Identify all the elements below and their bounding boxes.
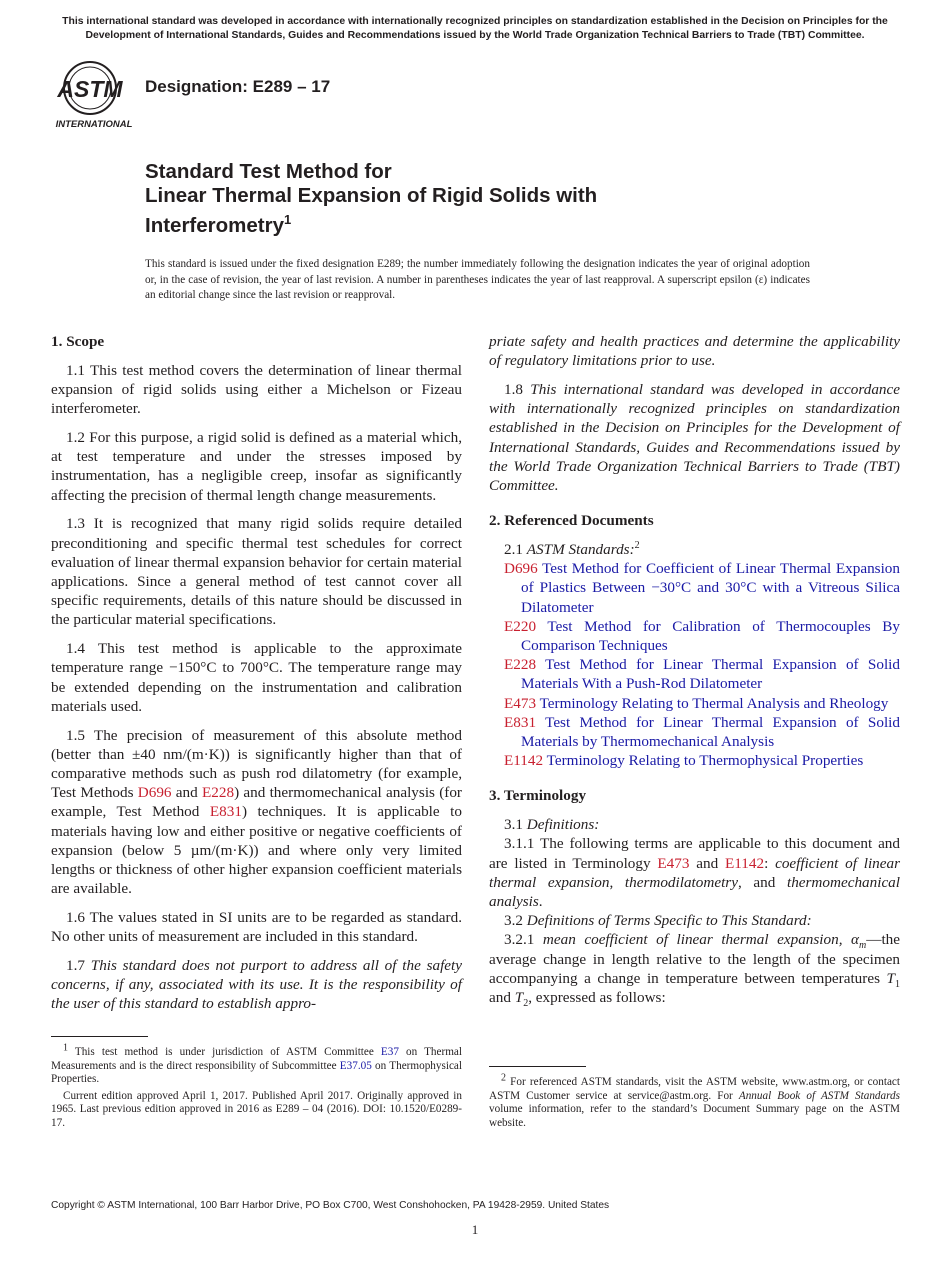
- para-3-1-1-and-text: , and: [737, 873, 787, 891]
- para-3-2-1-text-a: —the average change in length relative to the length of the specimen accompanying a change in temperature between temperatures: [489, 931, 900, 987]
- para-1-7-continued-text: priate safety and health practices and determine the applicability of regulatory limitations prior to use.: [489, 333, 900, 370]
- term-mean-coefficient: mean coefficient of linear thermal expansion, α: [542, 931, 860, 949]
- para-1-8-text: This international standard was developed in accordance with internationally recognized principles on standardization established in the Decision on Principles for the Development of International Standards, Guides and Recommendations issued by the World Trade Organization Technical Barriers to Trade (TBT) Committee.: [489, 381, 901, 495]
- section-heading-referenced: 2. Referenced Documents: [489, 512, 654, 530]
- para-1-5-and: and: [171, 784, 202, 802]
- footnotes-right: [489, 1072, 900, 1133]
- para-3-2-1-and: and: [489, 989, 515, 1007]
- para-1-7-num: 1.7: [66, 957, 91, 975]
- ref-code[interactable]: D696: [504, 560, 538, 578]
- footnote-rule-right: [489, 1066, 586, 1067]
- logo-subtext: INTERNATIONAL: [55, 119, 133, 130]
- ref-code[interactable]: E831: [504, 713, 537, 731]
- footnote-1-marker: 1: [63, 1042, 68, 1054]
- ref-title[interactable]: Test Method for Linear Thermal Expansion of Solid Materials With a Push-Rod Dilatometer: [521, 656, 900, 693]
- para-3-1-1-text-a: 3.1.1 The following terms are applicable to this document and are listed in Terminology: [489, 835, 900, 872]
- para-1-7: [51, 956, 462, 1014]
- ref-item-e831[interactable]: [489, 713, 900, 751]
- para-3-2-num: 3.2: [504, 912, 527, 930]
- footnote-2-annual-book: Annual Book of ASTM Standards: [738, 1089, 900, 1102]
- top-notice: [40, 15, 910, 43]
- para-1-8: [489, 380, 900, 495]
- term-thermomechanical: thermomechanical analysis: [489, 873, 900, 911]
- ref-link-e1142[interactable]: E1142: [724, 854, 765, 872]
- astm-logo-icon: [52, 56, 136, 134]
- copyright-notice: Copyright © ASTM International, 100 Barr Harbor Drive, PO Box C700, West Conshohocken, PA 19428-2959. United States: [51, 1200, 610, 1211]
- document-title: [145, 160, 765, 238]
- para-1-5-text-a: 1.5 The precision of measurement of this absolute method (better than ±40 nm/(m·K)) is significantly higher than that of comparative methods such as push rod dilatometry (for example, Test Methods: [51, 726, 462, 802]
- para-3-2-title: Definitions of Terms Specific to This Standard:: [526, 912, 812, 930]
- para-1-7-continued: [489, 332, 900, 370]
- notice-line-2: Development of International Standards, Guides and Recommendations issued by the World Trade Organization Technical Barriers to Trade (TBT) Committee.: [85, 30, 865, 41]
- footnote-1-text-b: on Thermal Measurements and is the direct responsibility of Subcommittee: [51, 1046, 462, 1072]
- ref-link-e228[interactable]: E228: [202, 784, 235, 802]
- ref-title[interactable]: Terminology Relating to Thermophysical Properties: [543, 752, 864, 770]
- ref-code[interactable]: E228: [504, 656, 537, 674]
- notice-line-1: This international standard was developed in accordance with internationally recognized principles on standardization established in the Decision on Principles for the: [62, 16, 888, 27]
- footnote-2-ref[interactable]: 2: [634, 539, 640, 551]
- subcommittee-link-e3705[interactable]: E37.05: [339, 1059, 372, 1072]
- footnote-1-text-a: This test method is under jurisdiction of ASTM Committee: [68, 1046, 381, 1058]
- para-1-8-num: 1.8: [504, 381, 531, 398]
- ref-title[interactable]: Test Method for Calibration of Thermocouples By Comparison Techniques: [521, 617, 900, 655]
- subscript-2: 2: [523, 998, 529, 1010]
- para-3-1-num: 3.1: [504, 816, 527, 834]
- section-heading-terminology: 3. Terminology: [489, 787, 587, 805]
- para-3-1-1-colon: :: [764, 854, 776, 872]
- para-3-1: [489, 815, 900, 834]
- ref-code[interactable]: E220: [504, 617, 537, 635]
- para-3-1-1-and: and: [689, 854, 725, 872]
- footnote-1-text-c: on Thermophysical Properties.: [51, 1059, 462, 1086]
- term-coefficient: coefficient of linear thermal expansion: [489, 854, 900, 891]
- para-1-1: 1.1 This test method covers the determination of linear thermal expansion of rigid solids using either a Michelson or Fizeau interferometer.: [51, 361, 462, 418]
- left-column: [51, 332, 462, 1014]
- para-3-1-1: [489, 834, 900, 911]
- astm-logo: [52, 56, 136, 134]
- ref-title[interactable]: Terminology Relating to Thermal Analysis and Rheology: [536, 694, 889, 712]
- para-1-7-text: This standard does not purport to address all of the safety concerns, if any, associated with its use. It is the responsibility of the user of this standard to establish appro-: [51, 957, 462, 1013]
- para-3-1-1-end: .: [538, 893, 543, 911]
- title-footnote-ref[interactable]: 1: [284, 212, 292, 227]
- para-3-2: [489, 911, 900, 930]
- ref-link-d696[interactable]: D696: [137, 784, 172, 802]
- ref-item-d696[interactable]: [489, 559, 900, 617]
- subscript-1: 1: [895, 978, 900, 990]
- para-1-3: 1.3 It is recognized that many rigid solids require detailed preconditioning and specific thermal test schedules for correct evaluation of linear thermal expansion behavior for certain material applications. Since a general method of test cannot cover all specific requirements, details of this nature should be discussed in the particular material specifications.: [51, 515, 462, 629]
- ref-title[interactable]: Test Method for Linear Thermal Expansion of Solid Materials by Thermomechanical Analysis: [521, 713, 900, 751]
- para-3-1-title: Definitions:: [526, 816, 600, 834]
- title-line-2: Linear Thermal Expansion of Rigid Solids with: [145, 184, 598, 207]
- ref-item-e228[interactable]: [489, 655, 900, 693]
- para-3-2-1-num: 3.2.1: [504, 931, 543, 949]
- para-1-4: 1.4 This test method is applicable to the approximate temperature range −150°C to 700°C. The temperature range may be extended depending on the instrumentation and calibration materials used.: [51, 640, 462, 715]
- ref-item-e473[interactable]: [489, 694, 900, 713]
- para-2-1: [489, 540, 900, 559]
- para-1-6: 1.6 The values stated in SI units are to be regarded as standard. No other units of measurement are included in this standard.: [51, 909, 462, 946]
- logo-text: ASTM: [57, 76, 123, 102]
- symbol-t2: T: [514, 989, 524, 1007]
- footnote-2-text-b: volume information, refer to the standard’s Document Summary page on the ASTM website.: [489, 1103, 900, 1129]
- footnotes-left: [51, 1042, 462, 1134]
- ref-item-e220[interactable]: [489, 617, 900, 655]
- para-2-1-title: ASTM Standards:: [526, 541, 635, 559]
- para-1-5-text-c: ) techniques. It is applicable to materials having low and either positive or negative coefficients of expansion (below 5 µm/(m·K)) and where only very limited lengths or thickness of other higher expansion coefficient materials are available.: [51, 803, 462, 898]
- para-1-5: [51, 726, 462, 899]
- symbol-t1: T: [886, 969, 895, 987]
- alpha-subscript: m: [859, 940, 867, 952]
- para-1-2: 1.2 For this purpose, a rigid solid is defined as a material which, at test temperature and under the stresses imposed by instrumentation, has a negligible creep, insofar as significantly affecting the precision of thermal length change measurements.: [51, 429, 462, 504]
- ref-code[interactable]: E1142: [504, 752, 544, 770]
- para-3-2-1-text-c: , expressed as follows:: [528, 989, 666, 1007]
- issued-note: This standard is issued under the fixed designation E289; the number immediately following the designation indicates the year of original adoption or, in the case of revision, the year of last revision. A number in parentheses indicates the year of last reapproval. A superscript epsilon (ε) indicates an editorial change since the last revision or reapproval.: [145, 258, 810, 301]
- ref-link-e473[interactable]: E473: [657, 854, 690, 872]
- ref-item-e1142[interactable]: [489, 751, 900, 770]
- designation: Designation: E289 – 17: [145, 77, 331, 96]
- para-3-1-1-comma: ,: [609, 873, 625, 891]
- title-line-1: Standard Test Method for: [145, 160, 392, 183]
- footnote-1: [51, 1042, 462, 1087]
- para-2-1-num: 2.1: [504, 541, 527, 559]
- referenced-documents-list: [489, 559, 900, 770]
- footnote-rule-left: [51, 1036, 148, 1037]
- term-thermodilatometry: thermodilatometry: [624, 873, 738, 891]
- para-1-5-text-b: ) and thermomechanical analysis (for example, Test Method: [51, 784, 462, 821]
- footnote-1-edition: Current edition approved April 1, 2017. Published April 2017. Originally approved in 1965. Last previous edition approved in 2016 as E289 – 04 (2016). DOI: 10.1520/E0289-17.: [51, 1089, 462, 1129]
- section-heading-scope: 1. Scope: [51, 333, 105, 350]
- committee-link-e37[interactable]: E37: [380, 1046, 399, 1058]
- title-line-3: Interferometry: [145, 213, 284, 237]
- footnote-2: [489, 1072, 900, 1130]
- page-number: 1: [471, 1222, 479, 1237]
- footnote-2-text-a: For referenced ASTM standards, visit the ASTM website, www.astm.org, or contact ASTM Customer service at service@astm.org. For: [489, 1076, 900, 1102]
- footnote-2-marker: 2: [501, 1072, 506, 1084]
- ref-title[interactable]: Test Method for Coefficient of Linear Thermal Expansion of Plastics Between −30°C and 30°C with a Vitreous Silica Dilatometer: [521, 560, 900, 616]
- right-column: [489, 332, 901, 1010]
- ref-link-e831[interactable]: E831: [209, 803, 242, 821]
- ref-code[interactable]: E473: [504, 694, 537, 712]
- para-3-2-1: [489, 930, 900, 1010]
